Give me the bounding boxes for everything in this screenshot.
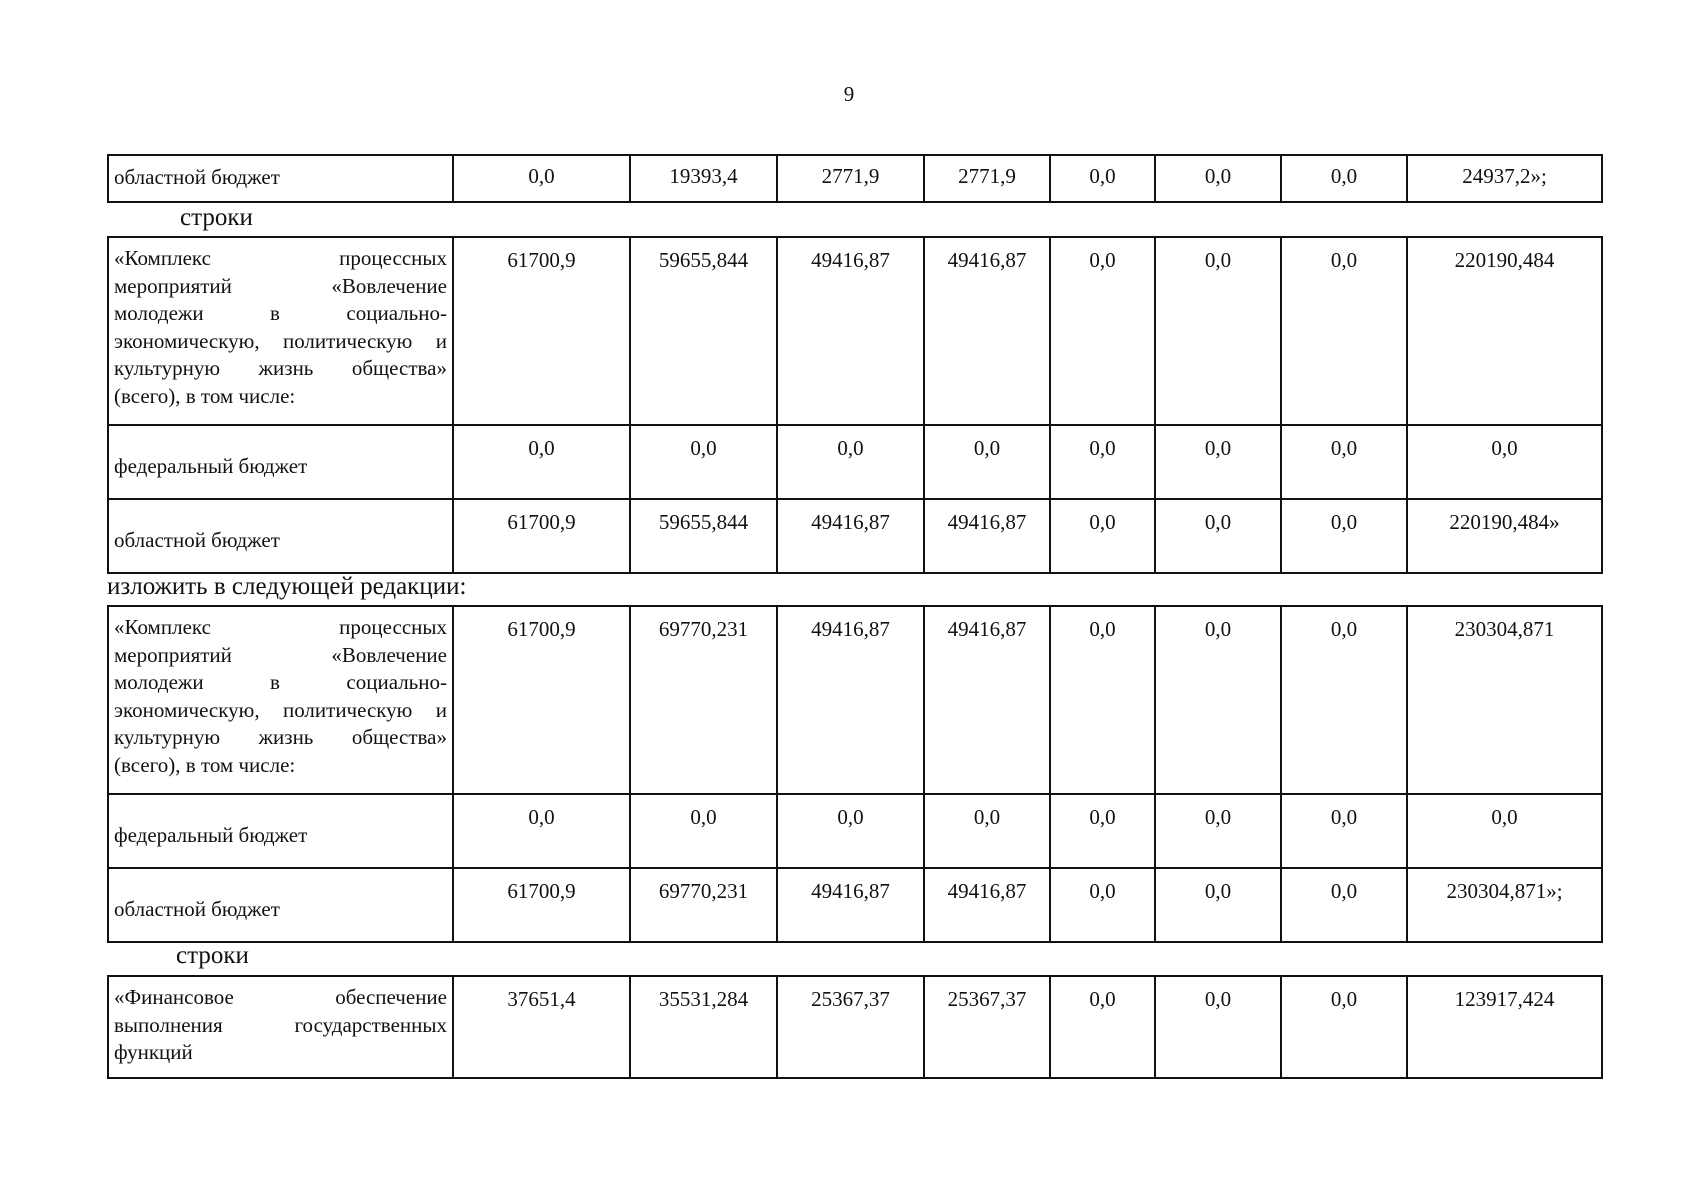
cell-value: 69770,231 xyxy=(630,868,777,942)
cell-value: 230304,871 xyxy=(1407,606,1602,794)
cell-value: 123917,424 xyxy=(1407,976,1602,1078)
cell-value: 0,0 xyxy=(1281,237,1407,425)
row-label: «Комплекс процессных мероприятий «Вовлечение молодежи в социально-экономическую, политическую и культурную жизнь общества» (всего), в том числе: xyxy=(108,237,453,425)
cell-value: 0,0 xyxy=(453,794,630,868)
cell-value: 0,0 xyxy=(1155,868,1281,942)
cell-value: 0,0 xyxy=(630,794,777,868)
cell-value: 0,0 xyxy=(1155,606,1281,794)
cell-value: 0,0 xyxy=(630,425,777,499)
cell-value: 0,0 xyxy=(777,425,924,499)
cell-value: 0,0 xyxy=(1050,868,1155,942)
row-label: «Комплекс процессных мероприятий «Вовлечение молодежи в социально-экономическую, политическую и культурную жизнь общества» (всего), в том числе: xyxy=(108,606,453,794)
cell-value: 19393,4 xyxy=(630,155,777,202)
cell-value: 0,0 xyxy=(1407,794,1602,868)
cell-value: 49416,87 xyxy=(777,499,924,573)
table-row xyxy=(108,976,1602,1078)
cell-value: 2771,9 xyxy=(924,155,1050,202)
table-row xyxy=(108,868,1602,942)
table-row xyxy=(108,606,1602,794)
table-row xyxy=(108,794,1602,868)
cell-value: 0,0 xyxy=(1281,425,1407,499)
row-label: федеральный бюджет xyxy=(108,425,453,499)
cell-value: 0,0 xyxy=(453,425,630,499)
cell-value: 61700,9 xyxy=(453,606,630,794)
cell-value: 0,0 xyxy=(1050,794,1155,868)
cell-value: 0,0 xyxy=(1155,425,1281,499)
table-row xyxy=(108,499,1602,573)
cell-value: 2771,9 xyxy=(777,155,924,202)
cell-value: 0,0 xyxy=(1155,237,1281,425)
cell-value: 0,0 xyxy=(1281,868,1407,942)
cell-value: 0,0 xyxy=(1155,976,1281,1078)
cell-value: 61700,9 xyxy=(453,499,630,573)
table-row xyxy=(108,425,1602,499)
cell-value: 0,0 xyxy=(1050,499,1155,573)
caption-rows: строки xyxy=(176,942,249,969)
cell-value: 0,0 xyxy=(1050,976,1155,1078)
cell-value: 0,0 xyxy=(1281,976,1407,1078)
cell-value: 61700,9 xyxy=(453,868,630,942)
cell-value: 0,0 xyxy=(1407,425,1602,499)
cell-value: 37651,4 xyxy=(453,976,630,1078)
cell-value: 49416,87 xyxy=(777,237,924,425)
cell-value: 25367,37 xyxy=(924,976,1050,1078)
row-label: областной бюджет xyxy=(108,499,453,573)
cell-value: 59655,844 xyxy=(630,237,777,425)
cell-value: 0,0 xyxy=(1155,155,1281,202)
cell-value: 0,0 xyxy=(1050,606,1155,794)
cell-value: 49416,87 xyxy=(924,606,1050,794)
caption-rows: строки xyxy=(180,204,253,231)
row-label: федеральный бюджет xyxy=(108,794,453,868)
cell-value: 0,0 xyxy=(924,425,1050,499)
cell-value: 0,0 xyxy=(777,794,924,868)
cell-value: 0,0 xyxy=(924,794,1050,868)
cell-value: 59655,844 xyxy=(630,499,777,573)
cell-value: 69770,231 xyxy=(630,606,777,794)
cell-value: 49416,87 xyxy=(924,499,1050,573)
row-label: «Финансовое обеспечение выполнения государственных функций xyxy=(108,976,453,1078)
cell-value: 0,0 xyxy=(1281,606,1407,794)
cell-value: 61700,9 xyxy=(453,237,630,425)
cell-value: 220190,484» xyxy=(1407,499,1602,573)
cell-value: 0,0 xyxy=(1155,499,1281,573)
cell-value: 0,0 xyxy=(1281,155,1407,202)
table-row xyxy=(108,237,1602,425)
cell-value: 35531,284 xyxy=(630,976,777,1078)
caption-edit: изложить в следующей редакции: xyxy=(107,573,467,600)
budget-table-2 xyxy=(107,236,1603,574)
cell-value: 49416,87 xyxy=(924,237,1050,425)
cell-value: 0,0 xyxy=(1050,155,1155,202)
cell-value: 230304,871»; xyxy=(1407,868,1602,942)
cell-value: 0,0 xyxy=(1050,425,1155,499)
budget-table-4 xyxy=(107,975,1603,1079)
cell-value: 0,0 xyxy=(1050,237,1155,425)
cell-value: 0,0 xyxy=(453,155,630,202)
budget-table-1 xyxy=(107,154,1603,203)
cell-value: 0,0 xyxy=(1281,499,1407,573)
page-number: 9 xyxy=(843,82,855,106)
cell-value: 49416,87 xyxy=(777,606,924,794)
cell-value: 220190,484 xyxy=(1407,237,1602,425)
row-label: областной бюджет xyxy=(108,155,453,202)
cell-value: 0,0 xyxy=(1155,794,1281,868)
row-label: областной бюджет xyxy=(108,868,453,942)
table-row xyxy=(108,155,1602,202)
cell-value: 24937,2»; xyxy=(1407,155,1602,202)
cell-value: 49416,87 xyxy=(924,868,1050,942)
cell-value: 0,0 xyxy=(1281,794,1407,868)
budget-table-3 xyxy=(107,605,1603,943)
cell-value: 49416,87 xyxy=(777,868,924,942)
cell-value: 25367,37 xyxy=(777,976,924,1078)
